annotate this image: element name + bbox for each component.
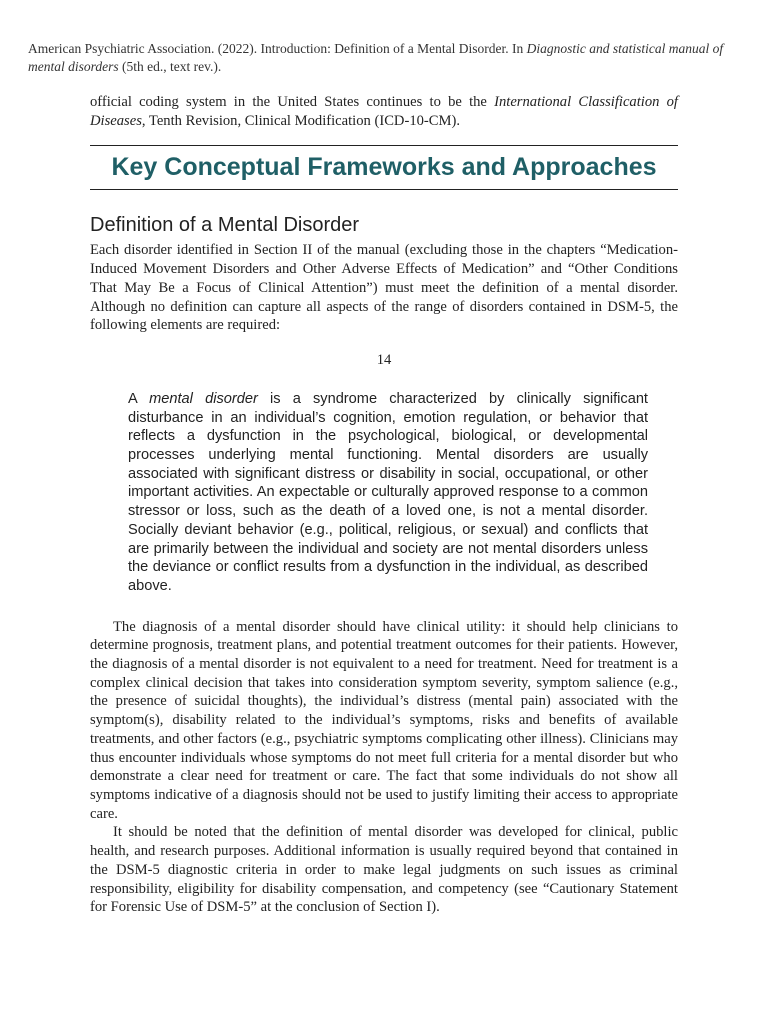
paragraph-2: The diagnosis of a mental disorder should have clinical utility: it should help clinicians to determine prognosis, treatment plans, and potential treatment outcomes for their patients. However, the diagnosis of a mental disorder is not equivalent to a need for treatment. Need for treatment is a complex clinical decision that takes into consideration symptom severity, symptom salience (e.g., the presence of suicidal thoughts), the individual’s distress (mental pain) associated with the symptom(s), disability related to the individual’s symptoms, risks and benefits of available treatments, and other factors (e.g., psychiatric symptoms complicating other illness). Clinicians may thus encounter individuals whose symptoms do not meet full criteria for a mental disorder but who demonstrate a clear need for treatment or care. The fact that some individuals do not show all symptoms indicative of a diagnosis should not be used to justify limiting their access to appropriate care.: [90, 618, 678, 822]
citation-suffix: (5th ed., text rev.).: [118, 59, 222, 74]
icd-title: International Classification of Diseases: [90, 94, 678, 129]
citation-book-title: Diagnostic and statistical manual of mental disorders: [28, 41, 724, 74]
subheading: Definition of a Mental Disorder: [90, 214, 360, 237]
page-number: 14: [376, 351, 392, 368]
definition-term: mental disorder: [149, 390, 258, 407]
page-content: [90, 93, 678, 917]
section-rule-bottom: [90, 189, 678, 190]
definition-lead: A: [128, 390, 150, 407]
paragraph-3: It should be noted that the definition of mental disorder was developed for clinical, public health, and research purposes. Additional information is usually required beyond that contained in the DSM-5 diagnostic criteria in order to make legal judgments on such issues as criminal responsibility, eligibility for disability compensation, and competency (see “Cautionary Statement for Forensic Use of DSM-5” at the conclusion of Section I).: [90, 824, 678, 916]
intro-text-before: official coding system in the United States continues to be the: [90, 94, 495, 110]
citation: [28, 40, 740, 76]
intro-paragraph: [90, 93, 678, 130]
paragraph-1: Each disorder identified in Section II of the manual (excluding those in the chapters “Medication-Induced Movement Disorders and Other Adverse Effects of Medication” and “Other Conditions That May Be a Focus of Clinical Attention”) must meet the definition of a mental disorder. Although no definition can capture all aspects of the range of disorders contained in DSM-5, the following elements are required:: [90, 242, 678, 334]
citation-prefix: American Psychiatric Association. (2022). Introduction: Definition of a Mental Disorder. In: [28, 41, 527, 56]
section-heading: Key Conceptual Frameworks and Approaches: [111, 153, 657, 182]
intro-text-after: , Tenth Revision, Clinical Modification (ICD-10-CM).: [141, 112, 461, 129]
definition-text: is a syndrome characterized by clinically significant disturbance in an individual’s cognition, emotion regulation, or behavior that reflects a dysfunction in the psychological, biological, or developmental processes underlying mental functioning. Mental disorders are usually associated with significant distress or disability in social, occupational, or other important activities. An expectable or culturally approved response to a common stressor or loss, such as the death of a loved one, is not a mental disorder. Socially deviant behavior (e.g., political, religious, or sexual) and conflicts that are primarily between the individual and society are not mental disorders unless the deviance or conflict results from a dysfunction in the individual, as described above.: [128, 390, 648, 594]
definition-block: [128, 390, 648, 596]
